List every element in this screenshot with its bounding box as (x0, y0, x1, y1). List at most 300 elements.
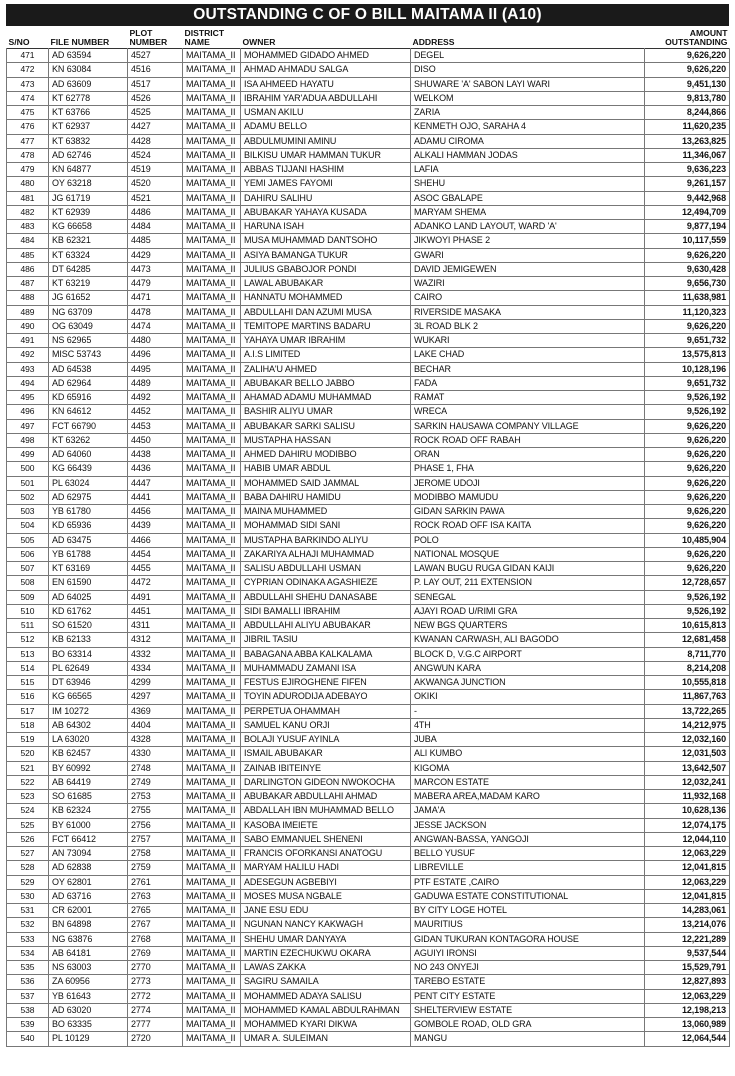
cell-amount: 9,451,130 (645, 77, 730, 91)
cell-district: MAITAMA_II (183, 490, 241, 504)
cell-district: MAITAMA_II (183, 291, 241, 305)
cell-plot-number: 2777 (128, 1018, 183, 1032)
cell-address: LAFIA (411, 163, 645, 177)
cell-amount: 9,656,730 (645, 277, 730, 291)
cell-address: ROCK ROAD OFF RABAH (411, 433, 645, 447)
cell-owner: HARUNA ISAH (241, 220, 411, 234)
table-row (7, 718, 730, 732)
table-row (7, 448, 730, 462)
cell-owner: ABUBAKAR SARKI SALISU (241, 419, 411, 433)
cell-owner: AHAMAD ADAMU MUHAMMAD (241, 391, 411, 405)
cell-address: WAZIRI (411, 277, 645, 291)
table-row (7, 875, 730, 889)
cell-sno: 473 (7, 77, 49, 91)
cell-address: MAURITIUS (411, 918, 645, 932)
cell-file-number: AD 62838 (49, 861, 128, 875)
cell-owner: MARTIN EZECHUKWU OKARA (241, 946, 411, 960)
cell-plot-number: 4297 (128, 690, 183, 704)
cell-sno: 515 (7, 676, 49, 690)
table-row (7, 362, 730, 376)
cell-sno: 536 (7, 975, 49, 989)
cell-address: SHEHU (411, 177, 645, 191)
cell-owner: ZAKARIYA ALHAJI MUHAMMAD (241, 547, 411, 561)
cell-district: MAITAMA_II (183, 533, 241, 547)
cell-owner: ABUBAKAR ABDULLAHI AHMAD (241, 790, 411, 804)
table-row (7, 619, 730, 633)
cell-file-number: AD 63716 (49, 889, 128, 903)
table-row (7, 989, 730, 1003)
cell-address: KWANAN CARWASH, ALI BAGODO (411, 633, 645, 647)
cell-sno: 523 (7, 790, 49, 804)
cell-amount: 9,626,220 (645, 462, 730, 476)
cell-plot-number: 4520 (128, 177, 183, 191)
cell-file-number: AD 63594 (49, 49, 128, 63)
cell-amount: 9,526,192 (645, 405, 730, 419)
table-row (7, 1003, 730, 1017)
cell-address: PENT CITY ESTATE (411, 989, 645, 1003)
cell-district: MAITAMA_II (183, 505, 241, 519)
cell-file-number: DT 63946 (49, 676, 128, 690)
cell-file-number: YB 61780 (49, 505, 128, 519)
cell-district: MAITAMA_II (183, 975, 241, 989)
cell-file-number: OY 63218 (49, 177, 128, 191)
cell-owner: ABDALLAH IBN MUHAMMAD BELLO (241, 804, 411, 818)
table-row (7, 562, 730, 576)
cell-address: - (411, 704, 645, 718)
cell-amount: 9,626,220 (645, 433, 730, 447)
table-row (7, 205, 730, 219)
cell-district: MAITAMA_II (183, 647, 241, 661)
table-row (7, 505, 730, 519)
table-row (7, 861, 730, 875)
table-row (7, 376, 730, 390)
cell-district: MAITAMA_II (183, 562, 241, 576)
cell-plot-number: 4471 (128, 291, 183, 305)
cell-district: MAITAMA_II (183, 761, 241, 775)
cell-sno: 529 (7, 875, 49, 889)
cell-owner: BABAGANA ABBA KALKALAMA (241, 647, 411, 661)
cell-owner: AHMAD AHMADU SALGA (241, 63, 411, 77)
cell-owner: CYPRIAN ODINAKA AGASHIEZE (241, 576, 411, 590)
cell-district: MAITAMA_II (183, 305, 241, 319)
cell-amount: 11,638,981 (645, 291, 730, 305)
cell-district: MAITAMA_II (183, 918, 241, 932)
cell-owner: ABDULLAHI SHEHU DANASABE (241, 590, 411, 604)
cell-file-number: KB 62133 (49, 633, 128, 647)
cell-plot-number: 4311 (128, 619, 183, 633)
cell-district: MAITAMA_II (183, 334, 241, 348)
table-row (7, 975, 730, 989)
cell-district: MAITAMA_II (183, 718, 241, 732)
cell-file-number: KG 66565 (49, 690, 128, 704)
cell-amount: 9,626,220 (645, 419, 730, 433)
cell-file-number: DT 64285 (49, 262, 128, 276)
cell-district: MAITAMA_II (183, 832, 241, 846)
cell-sno: 493 (7, 362, 49, 376)
cell-file-number: KT 63219 (49, 277, 128, 291)
cell-owner: SALISU ABDULLAHI USMAN (241, 562, 411, 576)
cell-file-number: PL 63024 (49, 476, 128, 490)
table-row (7, 790, 730, 804)
cell-file-number: FCT 66790 (49, 419, 128, 433)
cell-address: BELLO YUSUF (411, 847, 645, 861)
cell-owner: ISMAIL ABUBAKAR (241, 747, 411, 761)
cell-owner: ABDULLAHI ALIYU ABUBAKAR (241, 619, 411, 633)
header-file-number: FILE NUMBER (50, 37, 110, 48)
cell-owner: A.I.S LIMITED (241, 348, 411, 362)
cell-sno: 503 (7, 505, 49, 519)
cell-address: GIDAN SARKIN PAWA (411, 505, 645, 519)
cell-owner: SABO EMMANUEL SHENENI (241, 832, 411, 846)
cell-owner: MUSA MUHAMMAD DANTSOHO (241, 234, 411, 248)
cell-district: MAITAMA_II (183, 747, 241, 761)
cell-address: NEW BGS QUARTERS (411, 619, 645, 633)
cell-plot-number: 4472 (128, 576, 183, 590)
cell-file-number: AB 64302 (49, 718, 128, 732)
cell-district: MAITAMA_II (183, 576, 241, 590)
cell-plot-number: 4479 (128, 277, 183, 291)
table-row (7, 120, 730, 134)
cell-district: MAITAMA_II (183, 1018, 241, 1032)
table-row (7, 262, 730, 276)
cell-address: KENMETH OJO, SARAHA 4 (411, 120, 645, 134)
cell-owner: MUSTAPHA HASSAN (241, 433, 411, 447)
cell-district: MAITAMA_II (183, 676, 241, 690)
cell-sno: 510 (7, 604, 49, 618)
cell-amount: 11,620,235 (645, 120, 730, 134)
cell-address: LAKE CHAD (411, 348, 645, 362)
cell-file-number: LA 63020 (49, 733, 128, 747)
cell-address: SENEGAL (411, 590, 645, 604)
table-row (7, 248, 730, 262)
cell-amount: 12,198,213 (645, 1003, 730, 1017)
cell-plot-number: 4496 (128, 348, 183, 362)
cell-district: MAITAMA_II (183, 946, 241, 960)
cell-amount: 15,529,791 (645, 961, 730, 975)
cell-owner: MARYAM HALILU HADI (241, 861, 411, 875)
table-row (7, 690, 730, 704)
cell-district: MAITAMA_II (183, 120, 241, 134)
cell-amount: 11,120,323 (645, 305, 730, 319)
cell-sno: 518 (7, 718, 49, 732)
cell-plot-number: 4438 (128, 448, 183, 462)
table-row (7, 405, 730, 419)
table-row (7, 633, 730, 647)
cell-sno: 530 (7, 889, 49, 903)
cell-sno: 487 (7, 277, 49, 291)
cell-address: MANGU (411, 1032, 645, 1046)
cell-plot-number: 4456 (128, 505, 183, 519)
cell-owner: NGUNAN NANCY KAKWAGH (241, 918, 411, 932)
cell-address: ADAMU CIROMA (411, 134, 645, 148)
header-amount-line2: OUTSTANDING (665, 37, 728, 48)
cell-address: JEROME UDOJI (411, 476, 645, 490)
cell-sno: 492 (7, 348, 49, 362)
cell-address: FADA (411, 376, 645, 390)
cell-address: DEGEL (411, 49, 645, 63)
cell-amount: 13,642,507 (645, 761, 730, 775)
cell-file-number: KT 63766 (49, 106, 128, 120)
page-title: OUTSTANDING C OF O BILL MAITAMA II (A10) (6, 4, 729, 26)
cell-file-number: NG 63709 (49, 305, 128, 319)
cell-plot-number: 2763 (128, 889, 183, 903)
cell-plot-number: 4516 (128, 63, 183, 77)
cell-file-number: PL 62649 (49, 661, 128, 675)
table-row (7, 547, 730, 561)
cell-sno: 516 (7, 690, 49, 704)
cell-plot-number: 2749 (128, 775, 183, 789)
cell-owner: YAHAYA UMAR IBRAHIM (241, 334, 411, 348)
cell-owner: USMAN AKILU (241, 106, 411, 120)
cell-district: MAITAMA_II (183, 1003, 241, 1017)
cell-plot-number: 2758 (128, 847, 183, 861)
table-row (7, 961, 730, 975)
cell-file-number: AB 64419 (49, 775, 128, 789)
cell-amount: 9,261,157 (645, 177, 730, 191)
cell-address: GOMBOLE ROAD, OLD GRA (411, 1018, 645, 1032)
cell-plot-number: 2765 (128, 904, 183, 918)
cell-sno: 500 (7, 462, 49, 476)
cell-plot-number: 4521 (128, 191, 183, 205)
cell-plot-number: 4484 (128, 220, 183, 234)
cell-sno: 539 (7, 1018, 49, 1032)
cell-sno: 525 (7, 818, 49, 832)
cell-address: LIBREVILLE (411, 861, 645, 875)
cell-sno: 488 (7, 291, 49, 305)
cell-plot-number: 4480 (128, 334, 183, 348)
cell-district: MAITAMA_II (183, 804, 241, 818)
cell-plot-number: 4369 (128, 704, 183, 718)
cell-district: MAITAMA_II (183, 476, 241, 490)
cell-sno: 472 (7, 63, 49, 77)
cell-plot-number: 2772 (128, 989, 183, 1003)
table-row (7, 49, 730, 63)
cell-plot-number: 4526 (128, 91, 183, 105)
cell-file-number: AD 64538 (49, 362, 128, 376)
cell-amount: 9,877,194 (645, 220, 730, 234)
cell-district: MAITAMA_II (183, 77, 241, 91)
cell-district: MAITAMA_II (183, 448, 241, 462)
cell-amount: 12,044,110 (645, 832, 730, 846)
cell-district: MAITAMA_II (183, 134, 241, 148)
cell-owner: ISA AHMEED HAYATU (241, 77, 411, 91)
cell-amount: 9,636,223 (645, 163, 730, 177)
table-row (7, 348, 730, 362)
table-row (7, 391, 730, 405)
cell-address: 3L ROAD BLK 2 (411, 319, 645, 333)
cell-address: KIGOMA (411, 761, 645, 775)
cell-owner: AHMED DAHIRU MODIBBO (241, 448, 411, 462)
cell-sno: 513 (7, 647, 49, 661)
cell-amount: 12,063,229 (645, 989, 730, 1003)
cell-amount: 14,283,061 (645, 904, 730, 918)
cell-file-number: NS 62965 (49, 334, 128, 348)
cell-owner: FRANCIS OFORKANSI ANATOGU (241, 847, 411, 861)
cell-amount: 9,626,220 (645, 448, 730, 462)
cell-district: MAITAMA_II (183, 106, 241, 120)
cell-plot-number: 4427 (128, 120, 183, 134)
cell-amount: 12,074,175 (645, 818, 730, 832)
cell-district: MAITAMA_II (183, 462, 241, 476)
cell-file-number: AD 63020 (49, 1003, 128, 1017)
cell-district: MAITAMA_II (183, 604, 241, 618)
cell-file-number: BN 64898 (49, 918, 128, 932)
table-row (7, 291, 730, 305)
table-row (7, 647, 730, 661)
cell-sno: 512 (7, 633, 49, 647)
cell-amount: 11,867,763 (645, 690, 730, 704)
cell-plot-number: 2753 (128, 790, 183, 804)
cell-amount: 8,711,770 (645, 647, 730, 661)
cell-owner: JANE ESU EDU (241, 904, 411, 918)
cell-file-number: OY 62801 (49, 875, 128, 889)
cell-sno: 519 (7, 733, 49, 747)
cell-plot-number: 4489 (128, 376, 183, 390)
table-row (7, 277, 730, 291)
cell-owner: ZALIHA'U AHMED (241, 362, 411, 376)
cell-plot-number: 2757 (128, 832, 183, 846)
table-row (7, 462, 730, 476)
cell-owner: SHEHU UMAR DANYAYA (241, 932, 411, 946)
cell-address: JIKWOYI PHASE 2 (411, 234, 645, 248)
cell-file-number: KT 62778 (49, 91, 128, 105)
cell-sno: 471 (7, 49, 49, 63)
cell-district: MAITAMA_II (183, 277, 241, 291)
cell-plot-number: 2767 (128, 918, 183, 932)
table-row (7, 106, 730, 120)
cell-address: TAREBO ESTATE (411, 975, 645, 989)
cell-sno: 478 (7, 148, 49, 162)
table-row (7, 419, 730, 433)
table-row (7, 847, 730, 861)
cell-sno: 540 (7, 1032, 49, 1046)
cell-plot-number: 4439 (128, 519, 183, 533)
table-row (7, 334, 730, 348)
cell-file-number: BO 63335 (49, 1018, 128, 1032)
cell-address: MABERA AREA,MADAM KARO (411, 790, 645, 804)
cell-plot-number: 2774 (128, 1003, 183, 1017)
cell-plot-number: 4466 (128, 533, 183, 547)
cell-plot-number: 4478 (128, 305, 183, 319)
cell-amount: 9,537,544 (645, 946, 730, 960)
table-row (7, 234, 730, 248)
cell-sno: 517 (7, 704, 49, 718)
table-row (7, 590, 730, 604)
table-row (7, 804, 730, 818)
table-row (7, 733, 730, 747)
cell-plot-number: 4473 (128, 262, 183, 276)
cell-sno: 531 (7, 904, 49, 918)
cell-address: NATIONAL MOSQUE (411, 547, 645, 561)
cell-sno: 501 (7, 476, 49, 490)
cell-district: MAITAMA_II (183, 889, 241, 903)
cell-amount: 9,626,220 (645, 319, 730, 333)
table-row (7, 918, 730, 932)
table-row (7, 932, 730, 946)
cell-plot-number: 4474 (128, 319, 183, 333)
cell-owner: PERPETUA OHAMMAH (241, 704, 411, 718)
cell-address: SHUWARE 'A' SABON LAYI WARI (411, 77, 645, 91)
cell-file-number: AD 63475 (49, 533, 128, 547)
cell-address: PHASE 1, FHA (411, 462, 645, 476)
cell-district: MAITAMA_II (183, 319, 241, 333)
cell-district: MAITAMA_II (183, 220, 241, 234)
cell-district: MAITAMA_II (183, 391, 241, 405)
cell-address: NO 243 ONYEJI (411, 961, 645, 975)
cell-amount: 12,681,458 (645, 633, 730, 647)
table-header-row (7, 26, 730, 49)
cell-address: BY CITY LOGE HOTEL (411, 904, 645, 918)
cell-file-number: AD 64060 (49, 448, 128, 462)
cell-district: MAITAMA_II (183, 547, 241, 561)
cell-owner: HANNATU MOHAMMED (241, 291, 411, 305)
cell-amount: 9,630,428 (645, 262, 730, 276)
table-row (7, 775, 730, 789)
cell-sno: 508 (7, 576, 49, 590)
cell-district: MAITAMA_II (183, 405, 241, 419)
cell-owner: TOYIN ADURODIJA ADEBAYO (241, 690, 411, 704)
cell-sno: 498 (7, 433, 49, 447)
cell-address: PTF ESTATE ,CAIRO (411, 875, 645, 889)
cell-owner: ABBAS TIJJANI HASHIM (241, 163, 411, 177)
cell-address: ORAN (411, 448, 645, 462)
cell-district: MAITAMA_II (183, 262, 241, 276)
cell-owner: MUHAMMADU ZAMANI ISA (241, 661, 411, 675)
cell-district: MAITAMA_II (183, 91, 241, 105)
cell-owner: ABDULLAHI DAN AZUMI MUSA (241, 305, 411, 319)
cell-district: MAITAMA_II (183, 362, 241, 376)
cell-amount: 12,031,503 (645, 747, 730, 761)
cell-address: ASOC GBALAPE (411, 191, 645, 205)
cell-file-number: YB 61788 (49, 547, 128, 561)
cell-file-number: KB 62324 (49, 804, 128, 818)
cell-amount: 9,626,220 (645, 63, 730, 77)
table-row (7, 818, 730, 832)
cell-file-number: KT 63169 (49, 562, 128, 576)
table-row (7, 1018, 730, 1032)
cell-amount: 10,485,904 (645, 533, 730, 547)
cell-amount: 12,494,709 (645, 205, 730, 219)
cell-plot-number: 2759 (128, 861, 183, 875)
cell-owner: ABUBAKAR YAHAYA KUSADA (241, 205, 411, 219)
cell-district: MAITAMA_II (183, 904, 241, 918)
cell-file-number: JG 61719 (49, 191, 128, 205)
cell-plot-number: 4404 (128, 718, 183, 732)
cell-plot-number: 4453 (128, 419, 183, 433)
cell-sno: 511 (7, 619, 49, 633)
cell-file-number: SO 61520 (49, 619, 128, 633)
cell-sno: 521 (7, 761, 49, 775)
cell-owner: DAHIRU SALIHU (241, 191, 411, 205)
table-row (7, 91, 730, 105)
table-row (7, 148, 730, 162)
cell-district: MAITAMA_II (183, 248, 241, 262)
cell-address: ADANKO LAND LAYOUT, WARD 'A' (411, 220, 645, 234)
cell-amount: 10,117,559 (645, 234, 730, 248)
cell-address: DISO (411, 63, 645, 77)
cell-address: ZARIA (411, 106, 645, 120)
header-address: ADDRESS (412, 37, 455, 48)
header-district-line2: NAME (184, 37, 210, 48)
cell-address: POLO (411, 533, 645, 547)
cell-file-number: KD 61762 (49, 604, 128, 618)
cell-district: MAITAMA_II (183, 661, 241, 675)
cell-plot-number: 4517 (128, 77, 183, 91)
cell-owner: BASHIR ALIYU UMAR (241, 405, 411, 419)
cell-address: LAWAN BUGU RUGA GIDAN KAIJI (411, 562, 645, 576)
cell-district: MAITAMA_II (183, 234, 241, 248)
cell-file-number: KN 63084 (49, 63, 128, 77)
